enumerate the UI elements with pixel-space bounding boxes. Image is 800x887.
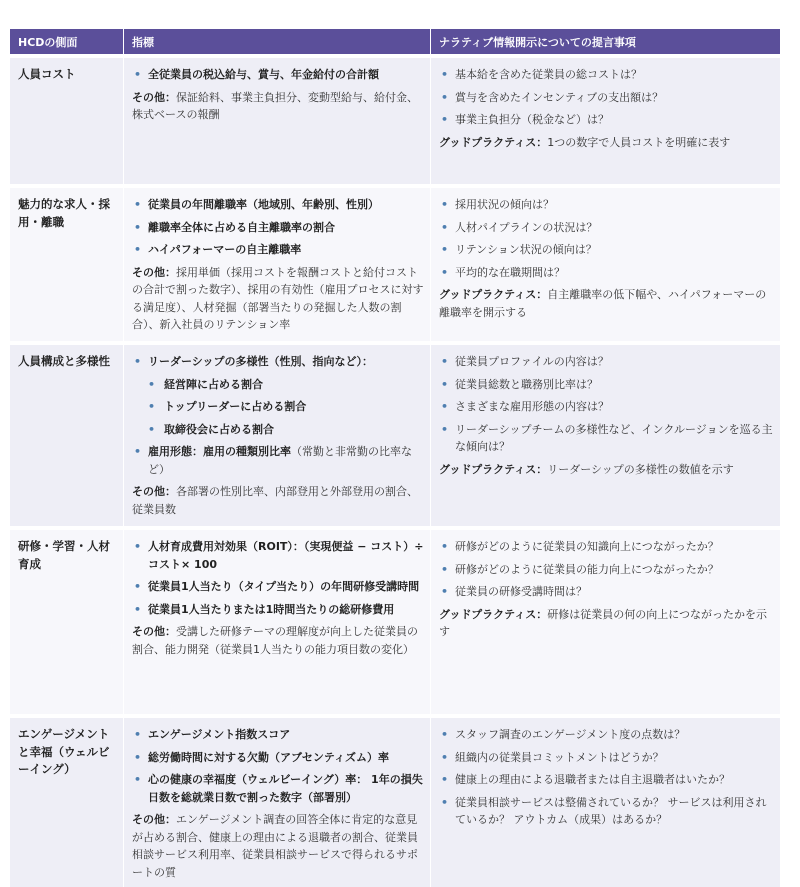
good-practice [439, 134, 774, 152]
question-item: • 平均的な在職期間は？ [439, 264, 774, 282]
employment-type-label: 雇用形態：雇用の種類別比率 [148, 445, 291, 458]
good-practice [439, 461, 774, 479]
other-text: 各部署の性別比率、内部登用と外部登用の割合、従業員数 [132, 485, 418, 516]
good-practice-text: 1つの数字で人員コストを明確に表す [547, 135, 731, 149]
question-item: • さまざまな雇用形態の内容は？ [439, 398, 774, 416]
table-row [10, 54, 780, 184]
sub-metric-item: • 経営陣に占める割合 [132, 376, 424, 394]
metric-item: • ハイパフォーマーの自主離職率 [132, 241, 424, 259]
question-item: • 健康上の理由による退職者または自主退職者はいたか？ [439, 771, 774, 789]
metric-item: • 従業員1人当たりまたは1時間当たりの総研修費用 [132, 601, 424, 619]
metric-item: • 心の健康の幸福度（ウェルビーイング）率： 1年の損失日数を総就業日数で割った数字（部署別） [132, 771, 424, 806]
leadership-diversity-label: リーダーシップの多様性（性別、指向など）： [148, 355, 374, 368]
question-item: • 基本給を含めた従業員の総コストは？ [439, 66, 774, 84]
other-label: その他： [132, 485, 176, 498]
other-label: その他： [132, 625, 176, 638]
recommendations-cell [431, 526, 780, 714]
aspect-cell: 魅力的な求人・採用・離職 [10, 184, 124, 341]
metric-item: • エンゲージメント指数スコア [132, 726, 424, 744]
other-text: 保証給料、事業主負担分、変動型給与、給付金、株式ベースの報酬 [132, 90, 418, 121]
other-metrics [132, 89, 424, 124]
metric-item: • 人材育成費用対効果（ROIT）：（実現便益 − コスト）÷コスト× 100 [132, 538, 424, 573]
other-text: 採用単価（採用コストを報酬コストと給付コストの合計で割った数字）、採用の有効性（雇用プロセスに対する満足度）、人材発掘（部署当たりの発掘した人数の割合）、新入社員のリテンション率 [132, 265, 424, 331]
metrics-cell [124, 526, 431, 714]
metric-item: • 全従業員の税込給与、賞与、年金給付の合計額 [132, 66, 424, 84]
question-item: • 採用状況の傾向は？ [439, 196, 774, 214]
other-label: その他： [132, 265, 176, 279]
metrics-cell [124, 714, 431, 887]
question-item: • 従業員相談サービスは整備されているか？ サービスは利用されているか？ アウトカム（成果）はあるか？ [439, 794, 774, 829]
sub-metric-item: • トップリーダーに占める割合 [132, 398, 424, 416]
metric-item [132, 443, 424, 478]
question-item: • スタッフ調査のエンゲージメント度の点数は？ [439, 726, 774, 744]
question-item: • 従業員総数と職務別比率は？ [439, 376, 774, 394]
metric-item: • 従業員の年間離職率（地域別、年齢別、性別） [132, 196, 424, 214]
question-item: • 従業員の研修受講時間は？ [439, 583, 774, 601]
question-item: • 研修がどのように従業員の知識向上につながったか？ [439, 538, 774, 556]
hcd-disclosure-table [10, 29, 780, 887]
metric-item: • 従業員1人当たり（タイプ当たり）の年間研修受講時間 [132, 578, 424, 596]
other-metrics [132, 264, 424, 334]
good-practice-label: グッドプラクティス： [439, 135, 548, 149]
good-practice [439, 606, 774, 641]
good-practice-label: グッドプラクティス： [439, 607, 548, 621]
header-metrics: 指標 [124, 29, 431, 54]
table-header-row [10, 29, 780, 54]
other-metrics [132, 623, 424, 658]
other-text: エンゲージメント調査の回答全体に肯定的な意見が占める割合、健康上の理由による退職者の割合、従業員相談サービス利用率、従業員相談サービスで得られるサポートの質 [132, 813, 418, 879]
question-item: • 従業員プロファイルの内容は？ [439, 353, 774, 371]
metrics-cell [124, 184, 431, 341]
table-row [10, 184, 780, 341]
employment-type-note: （常勤と非常勤の比率など） [148, 445, 412, 476]
question-item: • 組織内の従業員コミットメントはどうか？ [439, 749, 774, 767]
good-practice-label: グッドプラクティス： [439, 462, 548, 476]
good-practice-label: グッドプラクティス： [439, 288, 548, 301]
question-item: • 事業主負担分（税金など）は？ [439, 111, 774, 129]
recommendations-cell [431, 341, 780, 526]
other-text: 受講した研修テーマの理解度が向上した従業員の割合、能力開発（従業員1人当たりの能力項目数の変化） [132, 625, 418, 656]
aspect-cell: 人員コスト [10, 54, 124, 184]
metrics-cell [124, 54, 431, 184]
good-practice [439, 286, 774, 321]
good-practice-text: リーダーシップの多様性の数値を示す [547, 462, 734, 476]
other-label: その他： [132, 813, 176, 826]
question-item: • リーダーシップチームの多様性など、インクルージョンを巡る主な傾向は？ [439, 421, 774, 456]
good-practice-text: 自主離職率の低下幅や、ハイパフォーマーの離職率を開示する [439, 288, 767, 319]
table-row [10, 341, 780, 526]
question-item: • 研修がどのように従業員の能力向上につながったか？ [439, 561, 774, 579]
table-row [10, 714, 780, 887]
other-label: その他： [132, 90, 176, 104]
question-item: • 賞与を含めたインセンティブの支出額は？ [439, 89, 774, 107]
metrics-cell [124, 341, 431, 526]
recommendations-cell [431, 714, 780, 887]
question-item: • リテンション状況の傾向は？ [439, 241, 774, 259]
aspect-cell: 研修・学習・人材育成 [10, 526, 124, 714]
other-metrics [132, 811, 424, 881]
sub-metric-item: • 取締役会に占める割合 [132, 421, 424, 439]
header-recommendations: ナラティブ情報開示についての提言事項 [431, 29, 780, 54]
aspect-cell: エンゲージメントと幸福（ウェルビーイング） [10, 714, 124, 887]
recommendations-cell [431, 54, 780, 184]
good-practice-text: 研修は従業員の何の向上につながったかを示す [439, 607, 768, 638]
other-metrics [132, 483, 424, 518]
metric-item: • 離職率全体に占める自主離職率の割合 [132, 219, 424, 237]
recommendations-cell [431, 184, 780, 341]
metric-item: • 総労働時間に対する欠勤（アブセンティズム）率 [132, 749, 424, 767]
question-item: • 人材パイプラインの状況は？ [439, 219, 774, 237]
metric-item [132, 353, 424, 438]
header-aspect: HCDの側面 [10, 29, 124, 54]
table-row [10, 526, 780, 714]
aspect-cell: 人員構成と多様性 [10, 341, 124, 526]
